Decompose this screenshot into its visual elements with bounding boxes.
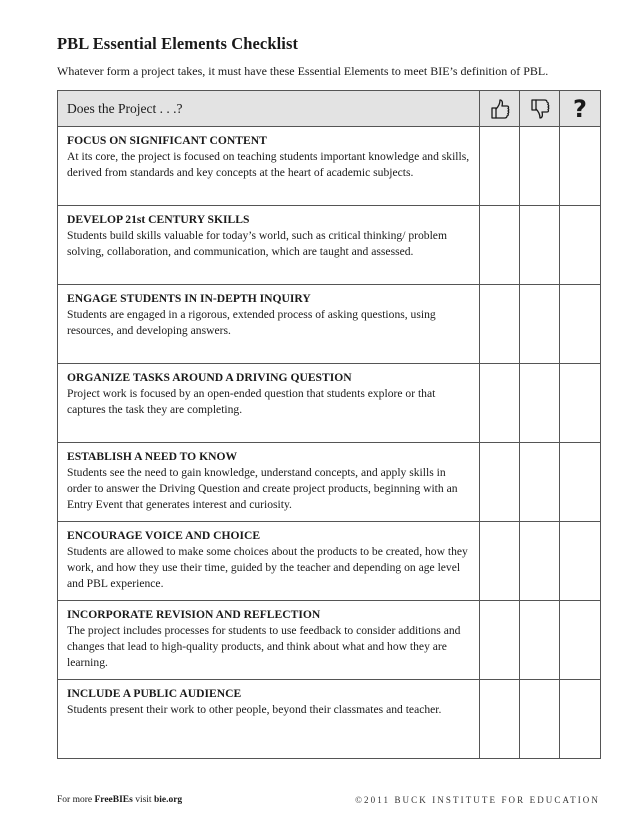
checklist-table: [57, 90, 601, 759]
item-title: ENCOURAGE VOICE AND CHOICE: [67, 529, 261, 542]
table-row: [58, 364, 601, 443]
question-checkbox[interactable]: [560, 443, 601, 522]
item-description: Students see the need to gain knowledge, understand concepts, and apply skills in order to answer the Driving Question and create project products, beginning with an Entry Event that generates interest and curiosity.: [67, 466, 458, 511]
checklist-item: [58, 680, 480, 759]
question-checkbox[interactable]: [560, 601, 601, 680]
item-description: Students are allowed to make some choices about the products to be created, how they work, and how they use their time, guided by the teacher and depending on age level and PBL experience.: [67, 545, 468, 590]
thumbs-up-checkbox[interactable]: [480, 364, 520, 443]
question-checkbox[interactable]: [560, 285, 601, 364]
item-title: ESTABLISH A NEED TO KNOW: [67, 450, 238, 463]
item-title: ORGANIZE TASKS AROUND A DRIVING QUESTION: [67, 371, 352, 384]
thumbs-down-checkbox[interactable]: [520, 443, 560, 522]
checklist-item: [58, 206, 480, 285]
page-subtitle: Whatever form a project takes, it must have these Essential Elements to meet BIE’s definition of PBL.: [57, 64, 549, 78]
page-title: PBL Essential Elements Checklist: [57, 34, 299, 53]
thumbs-up-checkbox[interactable]: [480, 680, 520, 759]
thumbs-down-icon: [529, 97, 551, 121]
table-row: [58, 206, 601, 285]
footer-site-link[interactable]: bie.org: [153, 795, 183, 805]
item-title: DEVELOP 21st CENTURY SKILLS: [67, 213, 250, 226]
thumbs-down-checkbox[interactable]: [520, 206, 560, 285]
item-title: FOCUS ON SIGNIFICANT CONTENT: [67, 134, 267, 147]
table-row: [58, 443, 601, 522]
thumbs-down-header: [520, 91, 560, 127]
item-description: At its core, the project is focused on teaching students important knowledge and skills, derived from standards and key concepts at the heart of academic subjects.: [67, 150, 470, 179]
thumbs-down-checkbox[interactable]: [520, 285, 560, 364]
thumbs-up-checkbox[interactable]: [480, 443, 520, 522]
footer-freebies: FreeBIEs: [94, 795, 133, 805]
table-row: [58, 601, 601, 680]
column-header: [58, 91, 480, 127]
footer-prefix: For more: [57, 795, 95, 805]
item-title: INCLUDE A PUBLIC AUDIENCE: [67, 687, 242, 700]
column-header-label: Does the Project . . .?: [67, 100, 183, 116]
table-row: [58, 522, 601, 601]
thumbs-up-header: [480, 91, 520, 127]
table-header-row: [58, 91, 601, 127]
question-checkbox[interactable]: [560, 127, 601, 206]
question-header: [560, 91, 601, 127]
checklist-item: [58, 285, 480, 364]
thumbs-up-checkbox[interactable]: [480, 127, 520, 206]
thumbs-down-checkbox[interactable]: [520, 680, 560, 759]
thumbs-up-checkbox[interactable]: [480, 285, 520, 364]
question-mark-icon: ?: [573, 94, 587, 123]
question-checkbox[interactable]: [560, 522, 601, 601]
checklist-item: [58, 522, 480, 601]
item-description: Students present their work to other people, beyond their classmates and teacher.: [67, 703, 442, 716]
thumbs-up-checkbox[interactable]: [480, 601, 520, 680]
thumbs-down-checkbox[interactable]: [520, 127, 560, 206]
thumbs-up-checkbox[interactable]: [480, 206, 520, 285]
item-description: The project includes processes for students to use feedback to consider additions and changes that lead to high-quality products, and think about what and how they are learning.: [67, 624, 461, 669]
footer-middle: visit: [132, 795, 154, 805]
checklist-item: [58, 364, 480, 443]
thumbs-down-checkbox[interactable]: [520, 601, 560, 680]
item-title: ENGAGE STUDENTS IN IN-DEPTH INQUIRY: [67, 292, 311, 305]
table-row: [58, 285, 601, 364]
checklist-item: [58, 601, 480, 680]
checklist-item: [58, 443, 480, 522]
item-description: Project work is focused by an open-ended question that students explore or that captures the task they are completing.: [67, 387, 436, 416]
thumbs-up-icon: [489, 97, 511, 121]
thumbs-down-checkbox[interactable]: [520, 364, 560, 443]
question-checkbox[interactable]: [560, 364, 601, 443]
thumbs-up-checkbox[interactable]: [480, 522, 520, 601]
item-title: INCORPORATE REVISION AND REFLECTION: [67, 608, 321, 621]
checklist-item: [58, 127, 480, 206]
table-row: [58, 127, 601, 206]
table-row: [58, 680, 601, 759]
footer-promo: [57, 795, 182, 805]
question-checkbox[interactable]: [560, 206, 601, 285]
item-description: Students are engaged in a rigorous, extended process of asking questions, using resources, and developing answers.: [67, 308, 436, 337]
thumbs-down-checkbox[interactable]: [520, 522, 560, 601]
question-checkbox[interactable]: [560, 680, 601, 759]
footer-copyright: ©2011 BUCK INSTITUTE FOR EDUCATION: [355, 795, 600, 805]
item-description: Students build skills valuable for today’s world, such as critical thinking/ problem solving, collaboration, and communication, which are taught and assessed.: [67, 229, 447, 258]
